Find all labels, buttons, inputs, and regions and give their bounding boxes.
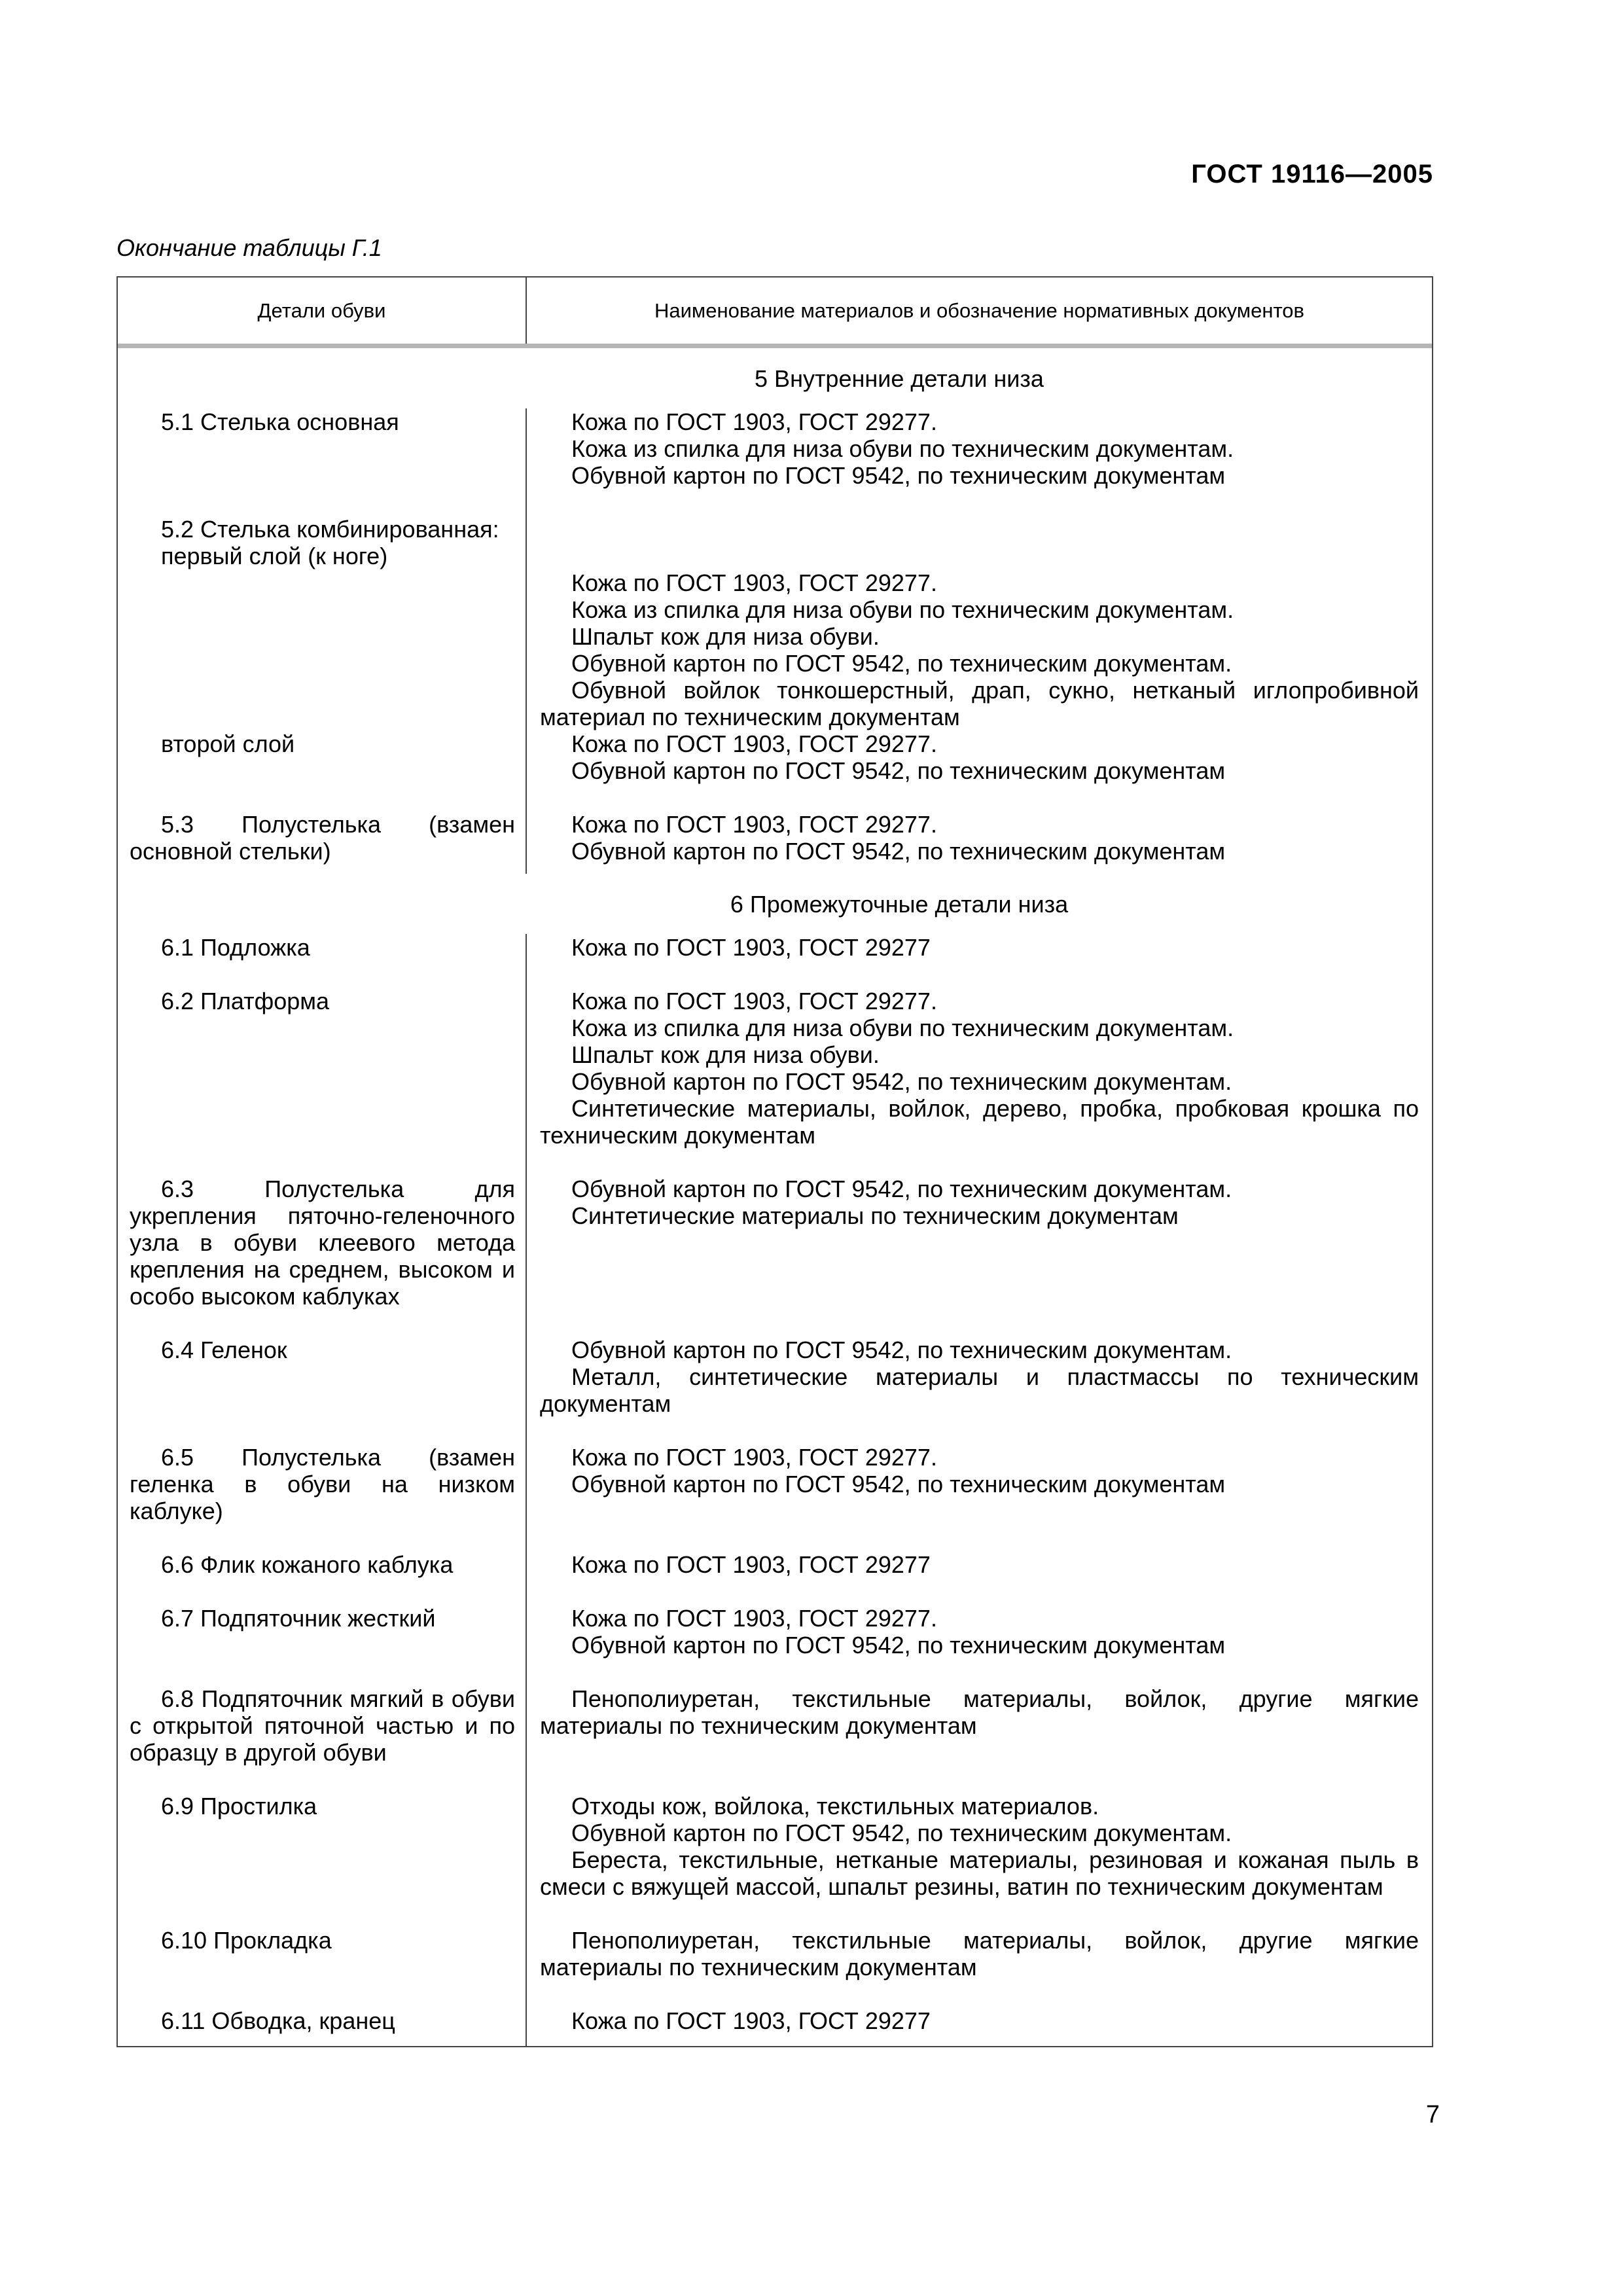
material-text: Кожа по ГОСТ 1903, ГОСТ 29277. [571, 811, 937, 838]
section-title: 6 Промежуточные детали низа [730, 891, 1069, 918]
materials-cell [527, 408, 1432, 489]
materials-cell [527, 988, 1432, 1149]
part-text: второй слой [161, 730, 295, 757]
material-text: Обувной картон по ГОСТ 9542, по техническим документам [571, 757, 1226, 784]
material-text: Кожа по ГОСТ 1903, ГОСТ 29277. [571, 1605, 937, 1632]
part-cell [118, 1927, 527, 1981]
part-cell [118, 2007, 527, 2034]
material-text: Кожа по ГОСТ 1903, ГОСТ 29277. [571, 988, 937, 1014]
document-header: ГОСТ 19116—2005 [1191, 160, 1433, 188]
table-row [118, 1336, 1432, 1417]
material-text: Кожа из спилка для низа обуви по техническим документам. [571, 596, 1234, 623]
materials-cell [527, 1444, 1432, 1524]
material-text: Шпальт кож для низа обуви. [571, 1041, 880, 1068]
material-text: Обувной войлок тонкошерстный, драп, сукно, нетканый иглопробивной материал по техническим документам [540, 677, 1419, 730]
spacer-cell [527, 489, 1432, 516]
page-number: 7 [1425, 2101, 1440, 2128]
part-cell [118, 988, 527, 1149]
spacer-cell [118, 1417, 527, 1444]
table-row [118, 1793, 1432, 1900]
material-text: Кожа по ГОСТ 1903, ГОСТ 29277 [571, 2007, 931, 2034]
part-text: 6.7 Подпяточник жесткий [161, 1605, 436, 1632]
spacer-cell [527, 1417, 1432, 1444]
part-cell [118, 1793, 527, 1900]
spacer-cell [527, 1310, 1432, 1336]
part-text: 5.1 Стелька основная [161, 408, 399, 435]
row-spacer [118, 961, 1432, 988]
material-text: Обувной картон по ГОСТ 9542, по техническим документам [571, 838, 1226, 865]
table-row [118, 988, 1432, 1149]
table-caption: Окончание таблицы Г.1 [116, 234, 382, 261]
part-text: 6.10 Прокладка [161, 1927, 332, 1954]
material-text: Обувной картон по ГОСТ 9542, по техническим документам. [571, 650, 1232, 677]
materials-cell [527, 1927, 1432, 1981]
table-row [118, 1175, 1432, 1310]
material-text: Кожа по ГОСТ 1903, ГОСТ 29277 [571, 934, 931, 961]
table-row [118, 1927, 1432, 1981]
material-text: Обувной картон по ГОСТ 9542, по техническим документам. [571, 1175, 1232, 1202]
materials-cell [527, 2007, 1432, 2034]
spacer-cell [118, 1524, 527, 1551]
row-spacer [118, 1578, 1432, 1605]
column-header-parts: Детали обуви [118, 278, 527, 344]
table-row [118, 1444, 1432, 1524]
materials-cell [527, 1793, 1432, 1900]
row-spacer [118, 1900, 1432, 1927]
spacer-cell [527, 961, 1432, 988]
part-text: 6.8 Подпяточник мягкий в обуви с открытой пяточной частью и по образцу в другой обуви [130, 1685, 515, 1766]
table-row [118, 730, 1432, 784]
table-row [118, 1605, 1432, 1659]
part-cell [118, 811, 527, 865]
row-spacer [118, 1417, 1432, 1444]
material-text: Синтетические материалы, войлок, дерево, пробка, пробковая крошка по техническим документам [540, 1095, 1419, 1149]
material-text [540, 516, 1419, 569]
row-spacer [118, 865, 1432, 874]
spacer-cell [527, 1900, 1432, 1927]
part-cell [118, 1551, 527, 1578]
row-spacer [118, 1310, 1432, 1336]
part-cell [118, 1336, 527, 1417]
row-spacer [118, 1149, 1432, 1175]
materials-cell [527, 1685, 1432, 1766]
table-row [118, 934, 1432, 961]
spacer-cell [118, 784, 527, 811]
materials-cell [527, 730, 1432, 784]
table-row [118, 811, 1432, 865]
part-text: 6.9 Простилка [161, 1793, 317, 1820]
material-text: Синтетические материалы по техническим документам [571, 1202, 1179, 1229]
part-text: 5.3 Полустелька (взамен основной стельки) [130, 811, 515, 865]
part-cell [118, 516, 527, 730]
part-text: 6.6 Флик кожаного каблука [161, 1551, 454, 1578]
spacer-cell [527, 1981, 1432, 2007]
section-title: 5 Внутренние детали низа [755, 365, 1044, 392]
table-body [118, 348, 1432, 2046]
material-text: Обувной картон по ГОСТ 9542, по техническим документам [571, 1471, 1226, 1498]
row-spacer [118, 1766, 1432, 1793]
part-cell [118, 1685, 527, 1766]
spacer-cell [118, 865, 527, 874]
materials-cell [527, 1336, 1432, 1417]
spacer-cell [527, 865, 1432, 874]
part-cell [118, 408, 527, 489]
material-text: Обувной картон по ГОСТ 9542, по техническим документам. [571, 1820, 1232, 1846]
materials-table [116, 276, 1433, 2047]
material-text: Отходы кож, войлока, текстильных материалов. [571, 1793, 1099, 1820]
row-spacer [118, 2034, 1432, 2046]
material-text: Пенополиуретан, текстильные материалы, войлок, другие мягкие материалы по техническим документам [540, 1927, 1419, 1981]
spacer-cell [527, 1149, 1432, 1175]
part-text: 6.5 Полустелька (взамен геленка в обуви на низком каблуке) [130, 1444, 515, 1524]
part-text: первый слой (к ноге) [161, 543, 388, 569]
column-header-materials: Наименование материалов и обозначение нормативных документов [654, 298, 1304, 322]
table-row [118, 2007, 1432, 2034]
spacer-cell [527, 1524, 1432, 1551]
row-spacer [118, 784, 1432, 811]
row-spacer [118, 1981, 1432, 2007]
spacer-cell [527, 1766, 1432, 1793]
spacer-cell [118, 1310, 527, 1336]
material-text: Обувной картон по ГОСТ 9542, по техническим документам. [571, 1336, 1232, 1363]
material-text: Кожа из спилка для низа обуви по техническим документам. [571, 435, 1234, 462]
material-text: Шпальт кож для низа обуви. [571, 623, 880, 650]
material-text: Кожа по ГОСТ 1903, ГОСТ 29277. [571, 569, 937, 596]
table-row [118, 408, 1432, 489]
material-text: Металл, синтетические материалы и пластмассы по техническим документам [540, 1363, 1419, 1417]
spacer-cell [118, 2034, 527, 2046]
spacer-cell [118, 1578, 527, 1605]
spacer-cell [527, 784, 1432, 811]
spacer-cell [527, 1578, 1432, 1605]
spacer-cell [527, 1659, 1432, 1685]
table-header-row [118, 278, 1432, 348]
spacer-cell [118, 961, 527, 988]
part-cell [118, 1605, 527, 1659]
part-text: 6.4 Геленок [161, 1336, 287, 1363]
part-text: 6.1 Подложка [161, 934, 310, 961]
material-text: Обувной картон по ГОСТ 9542, по техническим документам [571, 462, 1226, 489]
part-cell [118, 730, 527, 784]
material-text: Кожа из спилка для низа обуви по техническим документам. [571, 1014, 1234, 1041]
row-spacer [118, 1659, 1432, 1685]
material-text: Кожа по ГОСТ 1903, ГОСТ 29277. [571, 730, 937, 757]
material-text: Обувной картон по ГОСТ 9542, по техническим документам [571, 1632, 1226, 1659]
spacer-cell [118, 1981, 527, 2007]
part-text: 5.2 Стелька комбинированная: [161, 516, 499, 543]
spacer-cell [118, 1766, 527, 1793]
materials-cell [527, 934, 1432, 961]
material-text: Кожа по ГОСТ 1903, ГОСТ 29277 [571, 1551, 931, 1578]
row-spacer [118, 489, 1432, 516]
material-text: Обувной картон по ГОСТ 9542, по техническим документам. [571, 1068, 1232, 1095]
part-text: 6.3 Полустелька для укрепления пяточно-геленочного узла в обуви клеевого метода крепления на среднем, высоком и особо высоком каблуках [130, 1175, 515, 1310]
part-cell [118, 934, 527, 961]
part-cell [118, 1175, 527, 1310]
material-text: Кожа по ГОСТ 1903, ГОСТ 29277. [571, 1444, 937, 1471]
spacer-cell [527, 2034, 1432, 2046]
part-cell [118, 1444, 527, 1524]
materials-cell [527, 1551, 1432, 1578]
spacer-cell [118, 489, 527, 516]
spacer-cell [118, 1659, 527, 1685]
table-row [118, 516, 1432, 730]
spacer-cell [118, 1149, 527, 1175]
row-spacer [118, 1524, 1432, 1551]
spacer-cell [118, 1900, 527, 1927]
part-text: 6.2 Платформа [161, 988, 330, 1014]
materials-cell [527, 1175, 1432, 1310]
materials-cell [527, 1605, 1432, 1659]
material-text: Береста, текстильные, нетканые материалы, резиновая и кожаная пыль в смеси с вяжущей массой, шпальт резины, ватин по техническим документам [540, 1846, 1419, 1900]
table-row [118, 1551, 1432, 1578]
materials-cell [527, 516, 1432, 730]
part-text: 6.11 Обводка, кранец [161, 2007, 395, 2034]
materials-cell [527, 811, 1432, 865]
table-row [118, 1685, 1432, 1766]
material-text: Кожа по ГОСТ 1903, ГОСТ 29277. [571, 408, 937, 435]
material-text: Пенополиуретан, текстильные материалы, войлок, другие мягкие материалы по техническим документам [540, 1685, 1419, 1739]
